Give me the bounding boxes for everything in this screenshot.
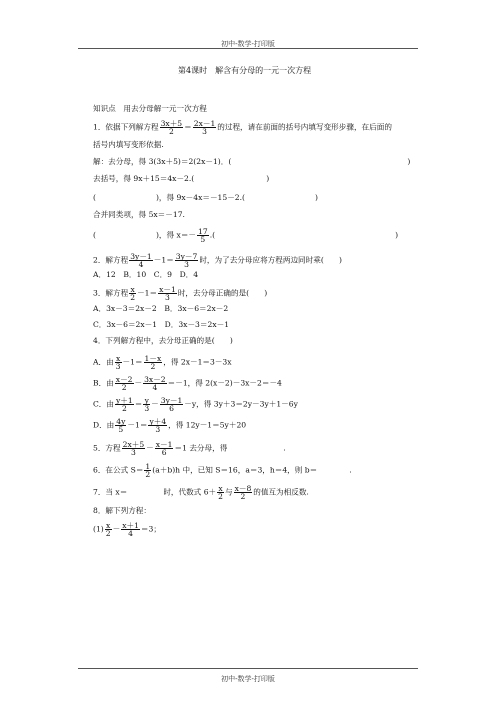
fraction: $\frac{1-x}{2}$ <box>144 354 162 371</box>
lesson-title: 第4课时 解含有分母的一元一次方程 <box>178 66 312 75</box>
question-8: 8．解下列方程： <box>93 506 151 515</box>
fraction: $\frac{x-1}{3}$ <box>159 285 176 302</box>
page-header: 初中-数学-打印版 <box>221 40 275 48</box>
q4-option-a: A．由 $\frac{x}{3}$ －1＝ $\frac{1-x}{2}$ ，得 2x－1＝3－3x <box>93 354 232 371</box>
q4-option-c: C．由 $\frac{y+1}{2}$ ＝ $\frac{y}{3}$ － $\frac{3y-1}{6}$ －y，得 3y＋3＝2y－3y＋1－6y <box>93 396 298 413</box>
fraction: $\frac{3x-2}{4}$ <box>144 375 166 392</box>
q1-line2: 括号内填写变形依据. <box>93 140 164 149</box>
fraction: $\frac{y+4}{3}$ <box>149 417 167 434</box>
q1-step5: ( )，得 x＝－ $\frac{17}{5}$ .( ) <box>93 227 399 244</box>
q3-options-cd: C．3x－6＝2x－1 D．3x－3＝2x－1 <box>93 320 230 329</box>
q1-step3: ( )，得 9x－4x＝－15－2.( ) <box>93 193 318 202</box>
question-1: 1．依据下列解方程 $\frac{3x+5}{2}$ ＝ $\frac{2x-1}{3}$ 的过程，请在前面的括号内填写变形步骤，在后面的 <box>93 119 392 136</box>
fraction: $\frac{x}{2}$ <box>218 484 223 501</box>
fraction: $\frac{x}{2}$ <box>130 285 136 302</box>
q1-text: 1．依据下列解方程 <box>93 122 159 132</box>
fraction: $\frac{1}{2}$ <box>145 462 151 479</box>
fraction: $\frac{3y-7}{3}$ <box>175 252 198 269</box>
q1-step1: 解：去分母，得 3(3x＋5)＝2(2x－1)．( ) <box>93 157 411 166</box>
q4-option-d: D．由 $\frac{4y}{5}$ －1＝ $\frac{y+4}{3}$ ，得 12y－1＝5y＋20 <box>93 417 247 434</box>
fraction: $\frac{2x-1}{3}$ <box>193 119 216 136</box>
question-6: 6．在公式 S＝ $\frac{1}{2}$ (a＋b)h 中，已知 S＝16，a＝3，h＝4，则 b＝ . <box>93 462 352 479</box>
q2-options: A．12 B．10 C．9 D．4 <box>93 270 199 279</box>
q3-options-ab: A．3x－3＝2x－2 B．3x－6＝2x－2 <box>93 304 229 313</box>
page-footer: 初中-数学-打印版 <box>221 675 275 683</box>
fraction: $\frac{4y}{5}$ <box>116 417 126 434</box>
section-heading: 知识点 用去分母解一元一次方程 <box>93 104 207 113</box>
q4-option-b: B．由 $\frac{x-2}{2}$ － $\frac{3x-2}{4}$ ＝－1，得 2(x－2)－3x－2＝－4 <box>93 375 282 392</box>
fraction: $\frac{x}{3}$ <box>115 354 121 371</box>
fraction: $\frac{2x+5}{3}$ <box>122 440 145 457</box>
q1-step2: 去括号，得 9x＋15＝4x－2.( ) <box>93 174 270 183</box>
question-7: 7．当 x＝ 时，代数式 6＋ $\frac{x}{2}$ 与 $\frac{x-8}{2}$ 的值互为相反数. <box>93 484 309 501</box>
question-5: 5．方程 $\frac{2x+5}{3}$ － $\frac{x-1}{6}$ ＝1 去分母，得 . <box>93 440 286 457</box>
footer-rule <box>78 668 418 669</box>
header-rule <box>78 48 418 49</box>
question-2: 2．解方程 $\frac{3y-1}{4}$ －1＝ $\frac{3y-7}{3}$ 时，为了去分母应将方程两边同时乘( ) <box>93 252 342 269</box>
fraction: $\frac{x}{2}$ <box>105 521 111 538</box>
fraction: $\frac{x-1}{6}$ <box>155 440 173 457</box>
q8-part-1: (1) $\frac{x}{2}$ － $\frac{x+1}{4}$ ＝3； <box>93 521 161 538</box>
fraction: $\frac{x-8}{2}$ <box>234 484 252 501</box>
fraction: $\frac{y+1}{2}$ <box>116 396 133 413</box>
question-3: 3．解方程 $\frac{x}{2}$ －1＝ $\frac{x-1}{3}$ 时，去分母正确的是( ) <box>93 285 268 302</box>
fraction: $\frac{3x+5}{2}$ <box>160 119 183 136</box>
q1-step4: 合并同类项，得 5x＝－17. <box>93 210 185 219</box>
fraction: $\frac{x+1}{4}$ <box>122 521 139 538</box>
fraction: $\frac{17}{5}$ <box>198 227 208 244</box>
fraction: $\frac{y}{3}$ <box>144 396 150 413</box>
fraction: $\frac{3y-1}{6}$ <box>160 396 183 413</box>
fraction: $\frac{x-2}{2}$ <box>115 375 133 392</box>
question-4: 4．下列解方程中，去分母正确的是( ) <box>93 336 233 345</box>
fraction: $\frac{3y-1}{4}$ <box>130 252 152 269</box>
